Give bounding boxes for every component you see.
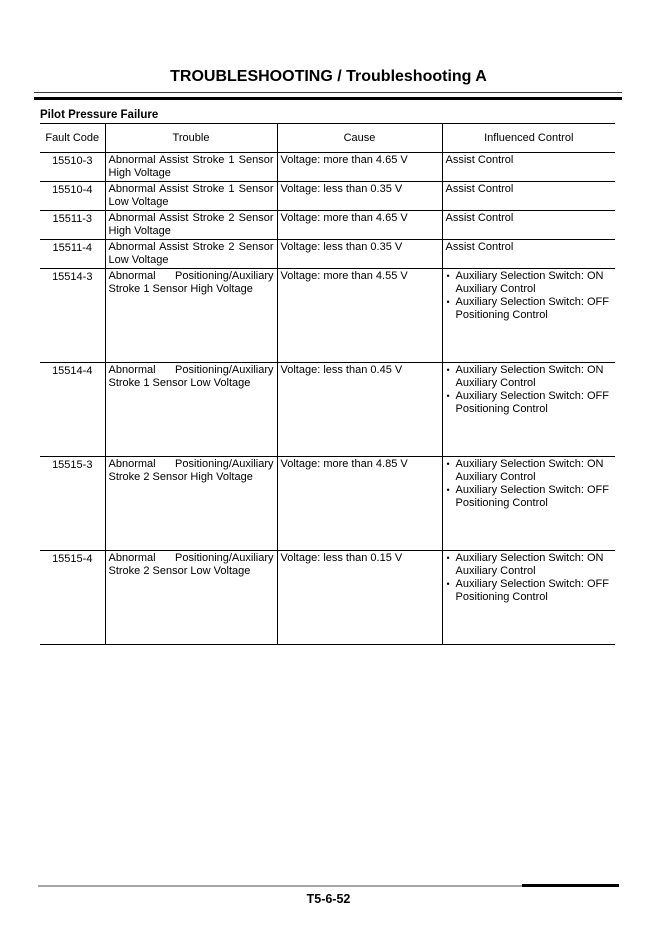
table-row [40, 182, 615, 211]
fault-code-cell: 15510-4 [40, 182, 105, 211]
influenced-control-cell: Assist Control [442, 240, 615, 269]
bullet-item [446, 270, 614, 296]
influenced-control-cell: Assist Control [442, 153, 615, 182]
trouble-cell: Abnormal Positioning/Auxiliary Stroke 1 Sensor Low Voltage [105, 363, 277, 457]
column-header-influenced-control: Influenced Control [442, 124, 615, 153]
bullet-line: Auxiliary Control [455, 471, 536, 483]
title-double-rule [34, 92, 622, 100]
trouble-cell: Abnormal Assist Stroke 1 Sensor High Voltage [105, 153, 277, 182]
cause-cell: Voltage: less than 0.35 V [277, 240, 442, 269]
bullet-line: Auxiliary Selection Switch: ON [455, 552, 604, 564]
bullet-lines [456, 552, 604, 578]
bullet-lines [456, 296, 609, 322]
bullet-item [446, 484, 614, 510]
influenced-control-cell [442, 551, 615, 645]
bullet-line: Auxiliary Control [455, 283, 536, 295]
bullet-lines [456, 458, 604, 484]
cause-cell: Voltage: more than 4.55 V [277, 269, 442, 363]
table-row [40, 551, 615, 645]
cause-cell: Voltage: less than 0.45 V [277, 363, 442, 457]
column-header-cause: Cause [277, 124, 442, 153]
bullet-item [446, 364, 614, 390]
fault-code-cell: 15514-3 [40, 269, 105, 363]
fault-code-cell: 15515-3 [40, 457, 105, 551]
bullet-icon: • [446, 579, 450, 589]
fault-code-cell: 15514-4 [40, 363, 105, 457]
cause-cell: Voltage: less than 0.15 V [277, 551, 442, 645]
bullet-lines [456, 578, 609, 604]
bullet-line: Auxiliary Selection Switch: ON [455, 458, 604, 470]
bullet-line: Auxiliary Selection Switch: OFF [455, 390, 609, 402]
bullet-icon: • [446, 553, 450, 563]
fault-code-cell: 15510-3 [40, 153, 105, 182]
bullet-icon: • [446, 391, 450, 401]
trouble-cell: Abnormal Assist Stroke 2 Sensor Low Voltage [105, 240, 277, 269]
bullet-line: Auxiliary Selection Switch: OFF [455, 578, 609, 590]
bullet-line: Auxiliary Selection Switch: OFF [455, 296, 609, 308]
fault-table-header [40, 124, 615, 153]
bullet-item [446, 296, 614, 322]
bullet-line: Auxiliary Control [455, 565, 536, 577]
bullet-line: Positioning Control [455, 591, 548, 603]
trouble-cell: Abnormal Assist Stroke 2 Sensor High Voltage [105, 211, 277, 240]
table-row [40, 211, 615, 240]
bullet-item [446, 390, 614, 416]
section-title: Pilot Pressure Failure [40, 109, 159, 121]
influenced-control-cell [442, 269, 615, 363]
trouble-cell: Abnormal Positioning/Auxiliary Stroke 2 Sensor High Voltage [105, 457, 277, 551]
table-row [40, 363, 615, 457]
bullet-line: Auxiliary Selection Switch: ON [455, 364, 604, 376]
table-row [40, 240, 615, 269]
header-row [40, 124, 615, 153]
bullet-line: Auxiliary Selection Switch: ON [455, 270, 604, 282]
trouble-cell: Abnormal Positioning/Auxiliary Stroke 1 Sensor High Voltage [105, 269, 277, 363]
bullet-icon: • [446, 485, 450, 495]
bullet-line: Positioning Control [455, 403, 548, 415]
page-number: T5-6-52 [306, 892, 351, 906]
cause-cell: Voltage: more than 4.85 V [277, 457, 442, 551]
bullet-line: Positioning Control [455, 309, 548, 321]
bullet-lines [456, 270, 604, 296]
fault-table [40, 123, 615, 645]
fault-code-cell: 15511-3 [40, 211, 105, 240]
bullet-lines [456, 484, 609, 510]
bullet-item [446, 552, 614, 578]
table-row [40, 269, 615, 363]
fault-code-cell: 15511-4 [40, 240, 105, 269]
bullet-item [446, 578, 614, 604]
bullet-line: Positioning Control [455, 497, 548, 509]
cause-cell: Voltage: less than 0.35 V [277, 182, 442, 211]
bullet-icon: • [446, 365, 450, 375]
page-title: TROUBLESHOOTING / Troubleshooting A [170, 68, 487, 85]
footer-rule-black [522, 884, 619, 887]
bullet-icon: • [446, 459, 450, 469]
bullet-icon: • [446, 297, 450, 307]
footer-rule-gray [38, 885, 522, 887]
bullet-line: Auxiliary Control [455, 377, 536, 389]
fault-code-cell: 15515-4 [40, 551, 105, 645]
table-row [40, 457, 615, 551]
bullet-lines [456, 390, 609, 416]
influenced-control-cell: Assist Control [442, 211, 615, 240]
influenced-control-cell [442, 363, 615, 457]
bullet-item [446, 458, 614, 484]
bullet-lines [456, 364, 604, 390]
trouble-cell: Abnormal Assist Stroke 1 Sensor Low Voltage [105, 182, 277, 211]
trouble-cell: Abnormal Positioning/Auxiliary Stroke 2 Sensor Low Voltage [105, 551, 277, 645]
bullet-line: Auxiliary Selection Switch: OFF [455, 484, 609, 496]
column-header-trouble: Trouble [105, 124, 277, 153]
influenced-control-cell: Assist Control [442, 182, 615, 211]
influenced-control-cell [442, 457, 615, 551]
fault-table-body [40, 153, 615, 645]
cause-cell: Voltage: more than 4.65 V [277, 153, 442, 182]
bullet-icon: • [446, 271, 450, 281]
column-header-fault-code: Fault Code [40, 124, 105, 153]
table-row [40, 153, 615, 182]
cause-cell: Voltage: more than 4.65 V [277, 211, 442, 240]
